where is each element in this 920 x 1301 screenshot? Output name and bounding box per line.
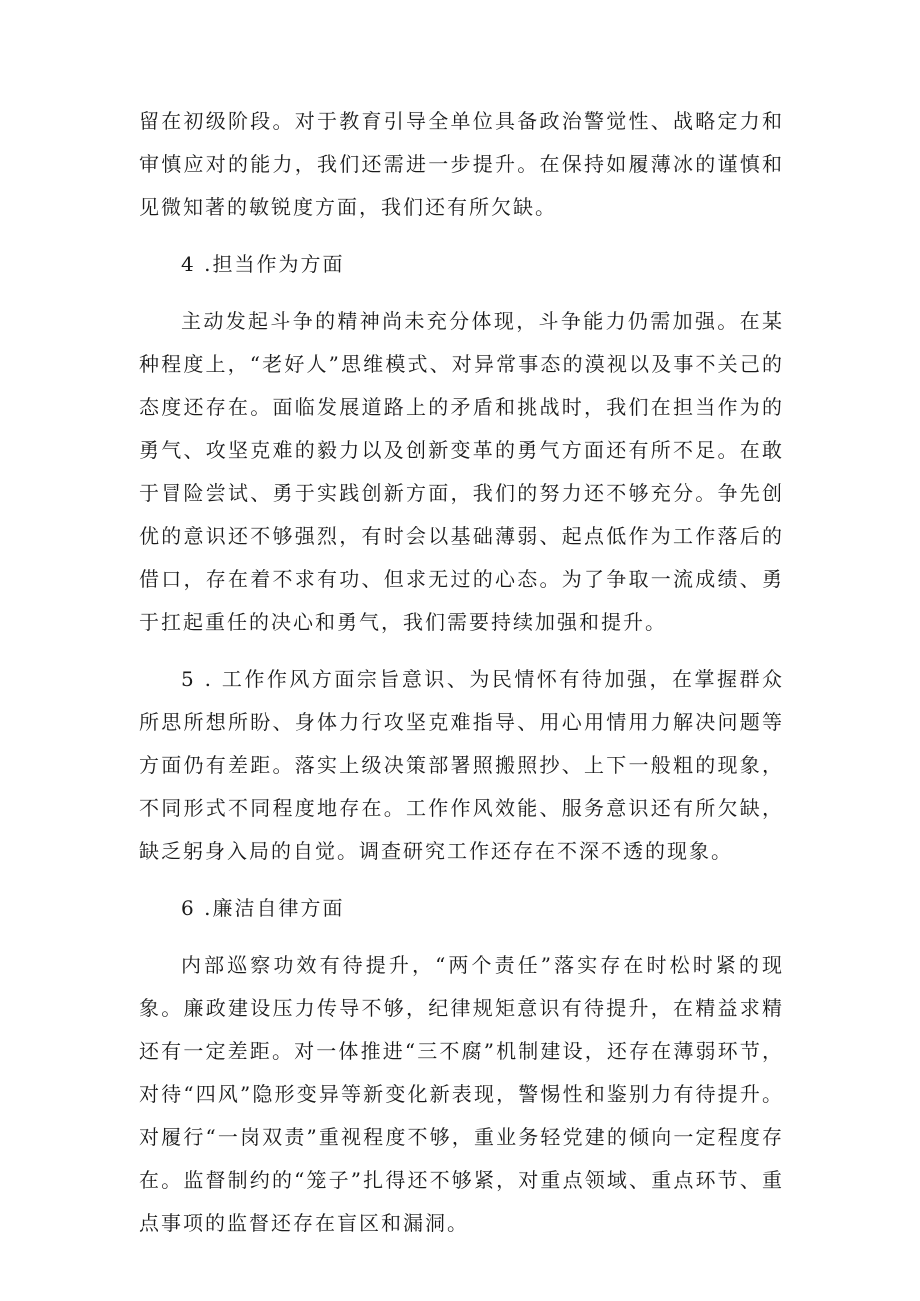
document-body [139, 100, 784, 1245]
section-heading-6: 6 .廉洁自律方面 [181, 896, 345, 920]
paragraph-section-4: 主动发起斗争的精神尚未充分体现，斗争能力仍需加强。在某种程度上，“老好人”思维模式、对异常事态的漠视以及事不关己的态度还存在。面临发展道路上的矛盾和挑战时，我们在担当作为的勇气、攻坚克难的毅力以及创新变革的勇气方面还有所不足。在敢于冒险尝试、勇于实践创新方面，我们的努力还不够充分。争先创优的意识还不够强烈，有时会以基础薄弱、起点低作为工作落后的借口，存在着不求有功、但求无过的心态。为了争取一流成绩、勇于扛起重任的决心和勇气，我们需要持续加强和提升。 [139, 309, 784, 634]
section-heading-4: 4 .担当作为方面 [181, 252, 345, 276]
paragraph-section-5: 5 . 工作作风方面宗旨意识、为民情怀有待加强，在掌握群众所思所想所盼、身体力行攻坚克难指导、用心用情用力解决问题等方面仍有差距。落实上级决策部署照搬照抄、上下一般粗的现象，不同形式不同程度地存在。工作作风效能、服务意识还有所欠缺，缺乏躬身入局的自觉。调查研究工作还存在不深不透的现象。 [139, 667, 784, 863]
paragraph-section-6: 内部巡察功效有待提升，“两个责任”落实存在时松时紧的现象。廉政建设压力传导不够，纪律规矩意识有待提升，在精益求精还有一定差距。对一体推进“三不腐”机制建设，还存在薄弱环节，对待“四风”隐形变异等新变化新表现，警惕性和鉴别力有待提升。对履行“一岗双责”重视程度不够，重业务轻党建的倾向一定程度存在。监督制约的“笼子”扎得还不够紧，对重点领域、重点环节、重点事项的监督还存在盲区和漏洞。 [139, 953, 784, 1235]
paragraph-continuation: 留在初级阶段。对于教育引导全单位具备政治警觉性、战略定力和审慎应对的能力，我们还需进一步提升。在保持如履薄冰的谨慎和见微知著的敏锐度方面，我们还有所欠缺。 [139, 109, 784, 219]
